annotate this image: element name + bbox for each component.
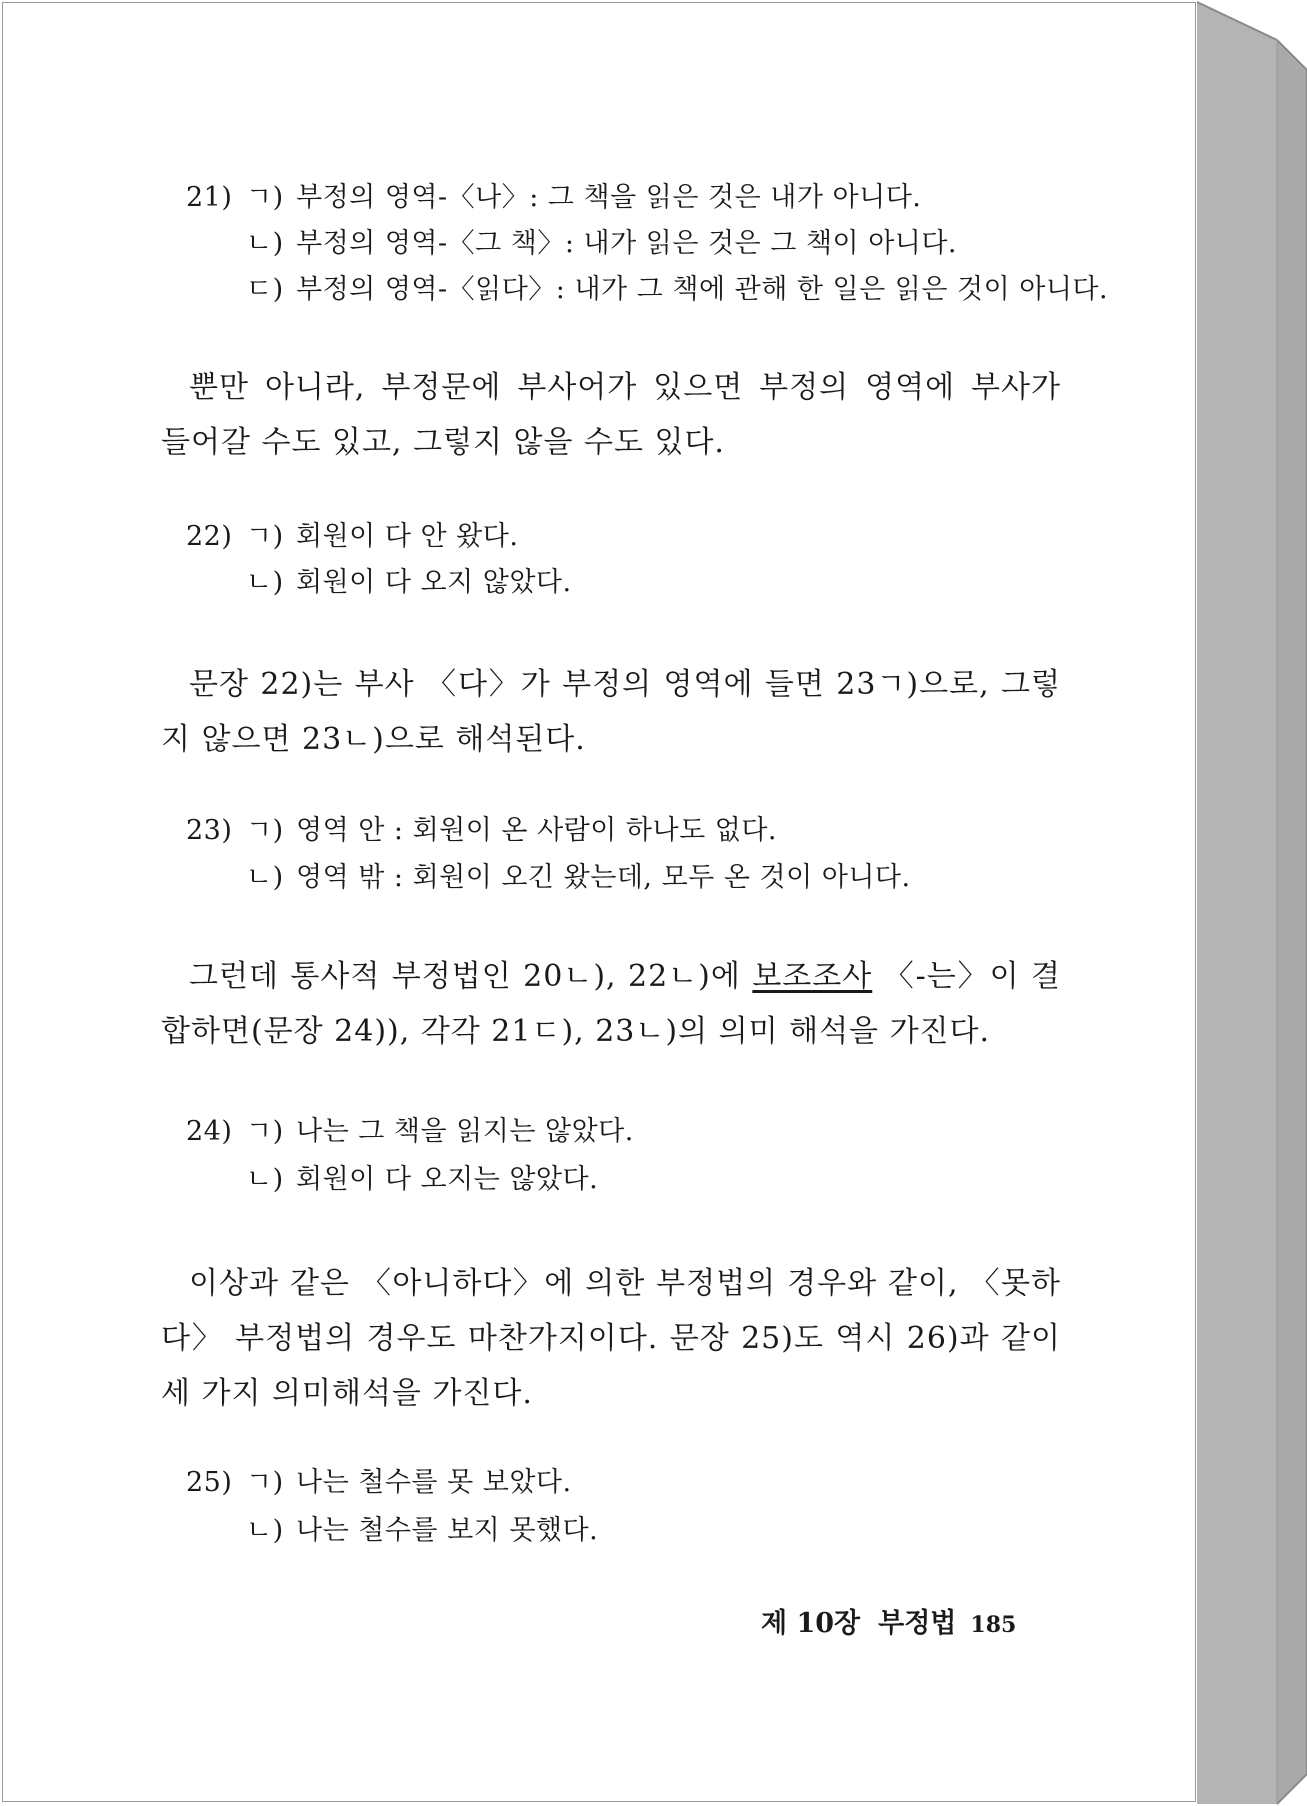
example-25-line-1 [186, 1465, 572, 1501]
example-21-line-3 [246, 272, 1108, 308]
example-number: 21) [186, 182, 233, 213]
example-22-line-1 [186, 519, 518, 555]
paragraph-3 [161, 949, 1061, 1059]
book-page [2, 2, 1196, 1802]
paragraph-3-part-1: 그런데 통사적 부정법인 20ㄴ), 22ㄴ)에 [189, 959, 753, 994]
example-number: 24) [186, 1116, 233, 1147]
example-mark: ㄷ) [246, 274, 284, 305]
paragraph-1: 뿐만 아니라, 부정문에 부사어가 있으면 부정의 영역에 부사가 들어갈 수도 있고, 그렇지 않을 수도 있다. [161, 370, 1061, 460]
example-mark: ㄱ) [246, 521, 284, 552]
example-25-line-2 [246, 1513, 598, 1549]
example-text: 부정의 영역-〈나〉: 그 책을 읽은 것은 내가 아니다. [296, 182, 922, 213]
chapter-title: 부정법 [878, 1608, 957, 1639]
example-mark: ㄱ) [246, 815, 284, 846]
example-text: 영역 안 : 회원이 온 사람이 하나도 없다. [296, 815, 777, 846]
example-text: 나는 그 책을 읽지는 않았다. [296, 1116, 634, 1147]
example-text: 나는 철수를 못 보았다. [296, 1467, 572, 1498]
example-text: 나는 철수를 보지 못했다. [296, 1515, 599, 1546]
example-mark: ㄴ) [246, 862, 284, 893]
example-mark: ㄱ) [246, 1467, 284, 1498]
paragraph-4: 이상과 같은 〈아니하다〉에 의한 부정법의 경우와 같이, 〈못하다〉 부정법의 경우도 마찬가지이다. 문장 25)도 역시 26)과 같이 세 가지 의미해석을 가진다. [161, 1266, 1061, 1411]
example-24-line-1 [186, 1114, 634, 1150]
page-number: 185 [970, 1612, 1017, 1638]
paragraph-3-part-2: 〈-는〉이 결합하면(문장 24)), 각각 21ㄷ), 23ㄴ)의 의미 해석을 가진다. [161, 959, 1062, 1049]
example-text: 부정의 영역-〈읽다〉: 내가 그 책에 관해 한 일은 읽은 것이 아니다. [296, 274, 1109, 305]
example-mark: ㄴ) [246, 1164, 284, 1195]
paragraph-2: 문장 22)는 부사 〈다〉가 부정의 영역에 들면 23ㄱ)으로, 그렇지 않으면 23ㄴ)으로 해석된다. [161, 667, 1061, 757]
example-text: 영역 밖 : 회원이 오긴 왔는데, 모두 온 것이 아니다. [296, 862, 911, 893]
example-text: 회원이 다 오지 않았다. [296, 567, 572, 598]
example-number: 25) [186, 1467, 233, 1498]
example-mark: ㄴ) [246, 1515, 284, 1546]
example-24-line-2 [246, 1162, 598, 1198]
example-mark: ㄱ) [246, 1116, 284, 1147]
paragraph-3-underlined-term: 보조조사 [752, 959, 873, 994]
example-mark: ㄱ) [246, 182, 284, 213]
example-21-line-2 [246, 226, 957, 262]
example-22-line-2 [246, 565, 572, 601]
example-number: 22) [186, 521, 233, 552]
example-23-line-1 [186, 813, 777, 849]
example-21-line-1 [186, 180, 921, 216]
example-text: 회원이 다 안 왔다. [296, 521, 519, 552]
example-number: 23) [186, 815, 233, 846]
page-content [3, 3, 1195, 1801]
example-mark: ㄴ) [246, 228, 284, 259]
example-23-line-2 [246, 860, 911, 896]
chapter-label: 제 10장 [761, 1608, 861, 1639]
page-stack-edge [1197, 0, 1307, 1806]
example-text: 부정의 영역-〈그 책〉: 내가 읽은 것은 그 책이 아니다. [296, 228, 958, 259]
running-footer [761, 1601, 1016, 1640]
example-text: 회원이 다 오지는 않았다. [296, 1164, 599, 1195]
example-mark: ㄴ) [246, 567, 284, 598]
